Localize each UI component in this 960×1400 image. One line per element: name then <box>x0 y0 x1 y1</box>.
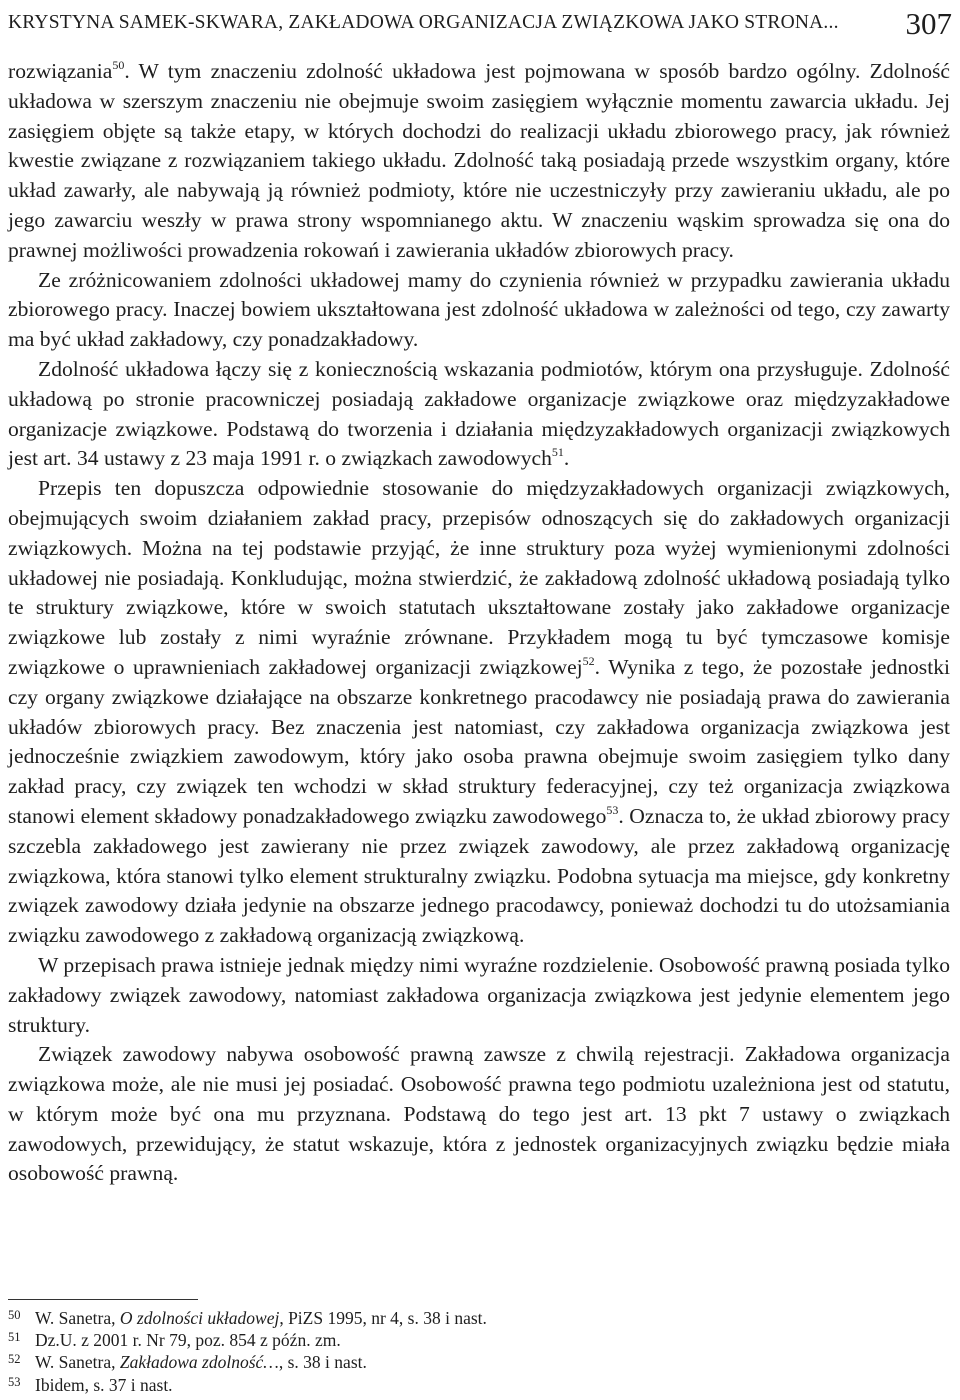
paragraph-2: Ze zróżnicowaniem zdolności układowej mamy do czynienia również w przypadku zawierania układu zbiorowego pracy. Inaczej bowiem ukształtowana jest zdolność układowa w zależności od tego, czy zawarty ma być układ zakładowy, czy ponadzakładowy. <box>8 267 950 352</box>
footnote-ref-50: 50 <box>112 58 125 72</box>
paragraph-1 <box>8 57 950 266</box>
footnote-text <box>35 1351 948 1373</box>
paragraph-6: Związek zawodowy nabywa osobowość prawną zawsze z chwilą rejestracji. Zakładowa organizacja związkowa może, ale nie musi jej posiadać. Osobowość prawna tego podmiotu uzależniona jest od statutu, w którym może być ona mu przyznana. Podstawą do tego jest art. 13 pkt 7 ustawy o związkach zawodowych, przewidujący, że statut wskazuje, która z jednostek organizacyjnych związku będzie miała osobowość prawną. <box>8 1042 950 1186</box>
citation-title: O zdolności układowej <box>119 1308 280 1328</box>
text-run: . Oznacza to, że układ zbiorowy pracy szczebla zakładowego jest zawierany nie przez związek zawodowy, ale przez zakładową organizację związkowa, która stanowi tylko element strukturalny związku. Podobna sytuacja ma miejsce, gdy konkretny związek zawodowy działa jedynie na obszarze jednego pracodawcy, ponieważ dochodzi tu do utożsamiania związku zawodowego z zakładową organizacją związkową. <box>8 803 950 948</box>
text-run: . W tym znaczeniu zdolność układowa jest pojmowana w sposób bardzo ogólny. Zdolność układowa w szerszym znaczeniu nie obejmuje swoim zasięgiem wyłącznie momentu zawarcia układu. Jej zasięgiem objęte są także etapy, w których dochodzi do realizacji układu zbiorowego pracy, jak również kwestie związane z rozwiązaniem takiego układu. Zdolność taką posiadają przede wszystkim organy, które układ zawarły, ale nabywają ją również podmioty, które nie uczestniczyły przy zawieraniu układu, ale po jego zawarciu weszły w prawa strony wspomnianego aktu. W znaczeniu wąskim sprowadza się ona do prawnej możliwości prowadzenia rokowań i zawierania układów zbiorowych pracy. <box>8 59 950 262</box>
footnote-53 <box>8 1374 948 1396</box>
text-run: Dz.U. z 2001 r. Nr 79, poz. 854 z późn. zm. <box>35 1330 341 1351</box>
page-header <box>8 4 952 48</box>
text-run: W. Sanetra, <box>35 1352 120 1373</box>
text-run: . Wynika z tego, że pozostałe jednostki czy organy związkowe działające na obszarze konkretnego pracodawcy nie posiadają prawa do zawierania układów zbiorowych pracy. Bez znaczenia jest natomiast, czy zakładowa organizacja związkowa jest jednocześnie związkiem zawodowym, który jako osoba prawna obejmuje swoim zasięgiem tylko dany zakład pracy, czy związek ten wchodzi w skład struktury federacyjnej, czy też organizacja związkowa stanowi element składowy ponadzakładowego związku zawodowego <box>8 654 950 828</box>
text-run: Przepis ten dopuszcza odpowiednie stosowanie do międzyzakładowych organizacji związkowych, obejmujących swoim działaniem zakład pracy, przepisów odnoszących się do zakładowych organizacji związkowych. Można na tej podstawie przyjąć, że inne struktury poza wyżej wymienionymi zdolności układowej nie posiadają. Konkludując, można stwierdzić, że zakładową zdolność układową posiadają tylko te struktury związkowe, które w swoich statutach ukształtowane zostały jako zakładowe organizacje związkowe lub zostały z nimi wyraźnie zrównane. Przykładem mogą tu być tymczasowe komisje związkowe o uprawnieniach zakładowej organizacji związkowej <box>8 476 950 679</box>
text-run: , s. 38 i nast. <box>278 1352 367 1373</box>
footnote-text <box>35 1374 948 1396</box>
text-run: rozwiązania <box>8 59 113 83</box>
text-run: Zdolność układowa łączy się z koniecznością wskazania podmiotów, którym ona przysługuje. Zdolność układową po stronie pracowniczej posiadają zakładowe organizacje związkowe oraz międzyzakładowe organizacje związkowe. Podstawą do tworzenia i działania międzyzakładowych organizacji związkowych jest art. 34 ustawy z 23 maja 1991 r. o związkach zawodowych <box>8 356 950 471</box>
footnote-number: 50 <box>8 1308 21 1322</box>
footnotes <box>8 1307 948 1396</box>
paragraph-4 <box>8 474 950 951</box>
footnote-text <box>35 1307 948 1329</box>
footnote-number: 52 <box>8 1352 21 1367</box>
footnote-separator <box>8 1299 198 1300</box>
citation-title: Zakładowa zdolność… <box>119 1352 279 1373</box>
footnote-text <box>35 1329 948 1351</box>
text-run: . <box>563 446 570 471</box>
footnote-52 <box>8 1351 948 1373</box>
footnote-number: 53 <box>8 1374 21 1389</box>
text-run: , PiZS 1995, nr 4, s. 38 i nast. <box>279 1308 487 1328</box>
footnote-50 <box>8 1307 948 1329</box>
footnote-ref-53: 53 <box>606 802 619 817</box>
paragraph-3 <box>8 355 950 474</box>
paragraph-5: W przepisach prawa istnieje jednak między nimi wyraźne rozdzielenie. Osobowość prawną posiada tylko zakładowy związek zawodowy, natomiast zakładowa organizacja związkowa jest jedynie elementem jego struktury. <box>8 952 950 1037</box>
text-run: W. Sanetra, <box>35 1308 120 1328</box>
footnote-ref-51: 51 <box>551 445 564 460</box>
footnote-number: 51 <box>8 1330 21 1345</box>
running-title: KRYSTYNA SAMEK-SKWARA, ZAKŁADOWA ORGANIZACJA ZWIĄZKOWA JAKO STRONA... <box>8 12 839 33</box>
text-run: Ibidem, s. 37 i nast. <box>35 1374 173 1395</box>
footnote-ref-52: 52 <box>582 653 595 668</box>
footnote-51 <box>8 1329 948 1351</box>
page-number: 307 <box>905 6 952 41</box>
body-text <box>8 57 950 1189</box>
